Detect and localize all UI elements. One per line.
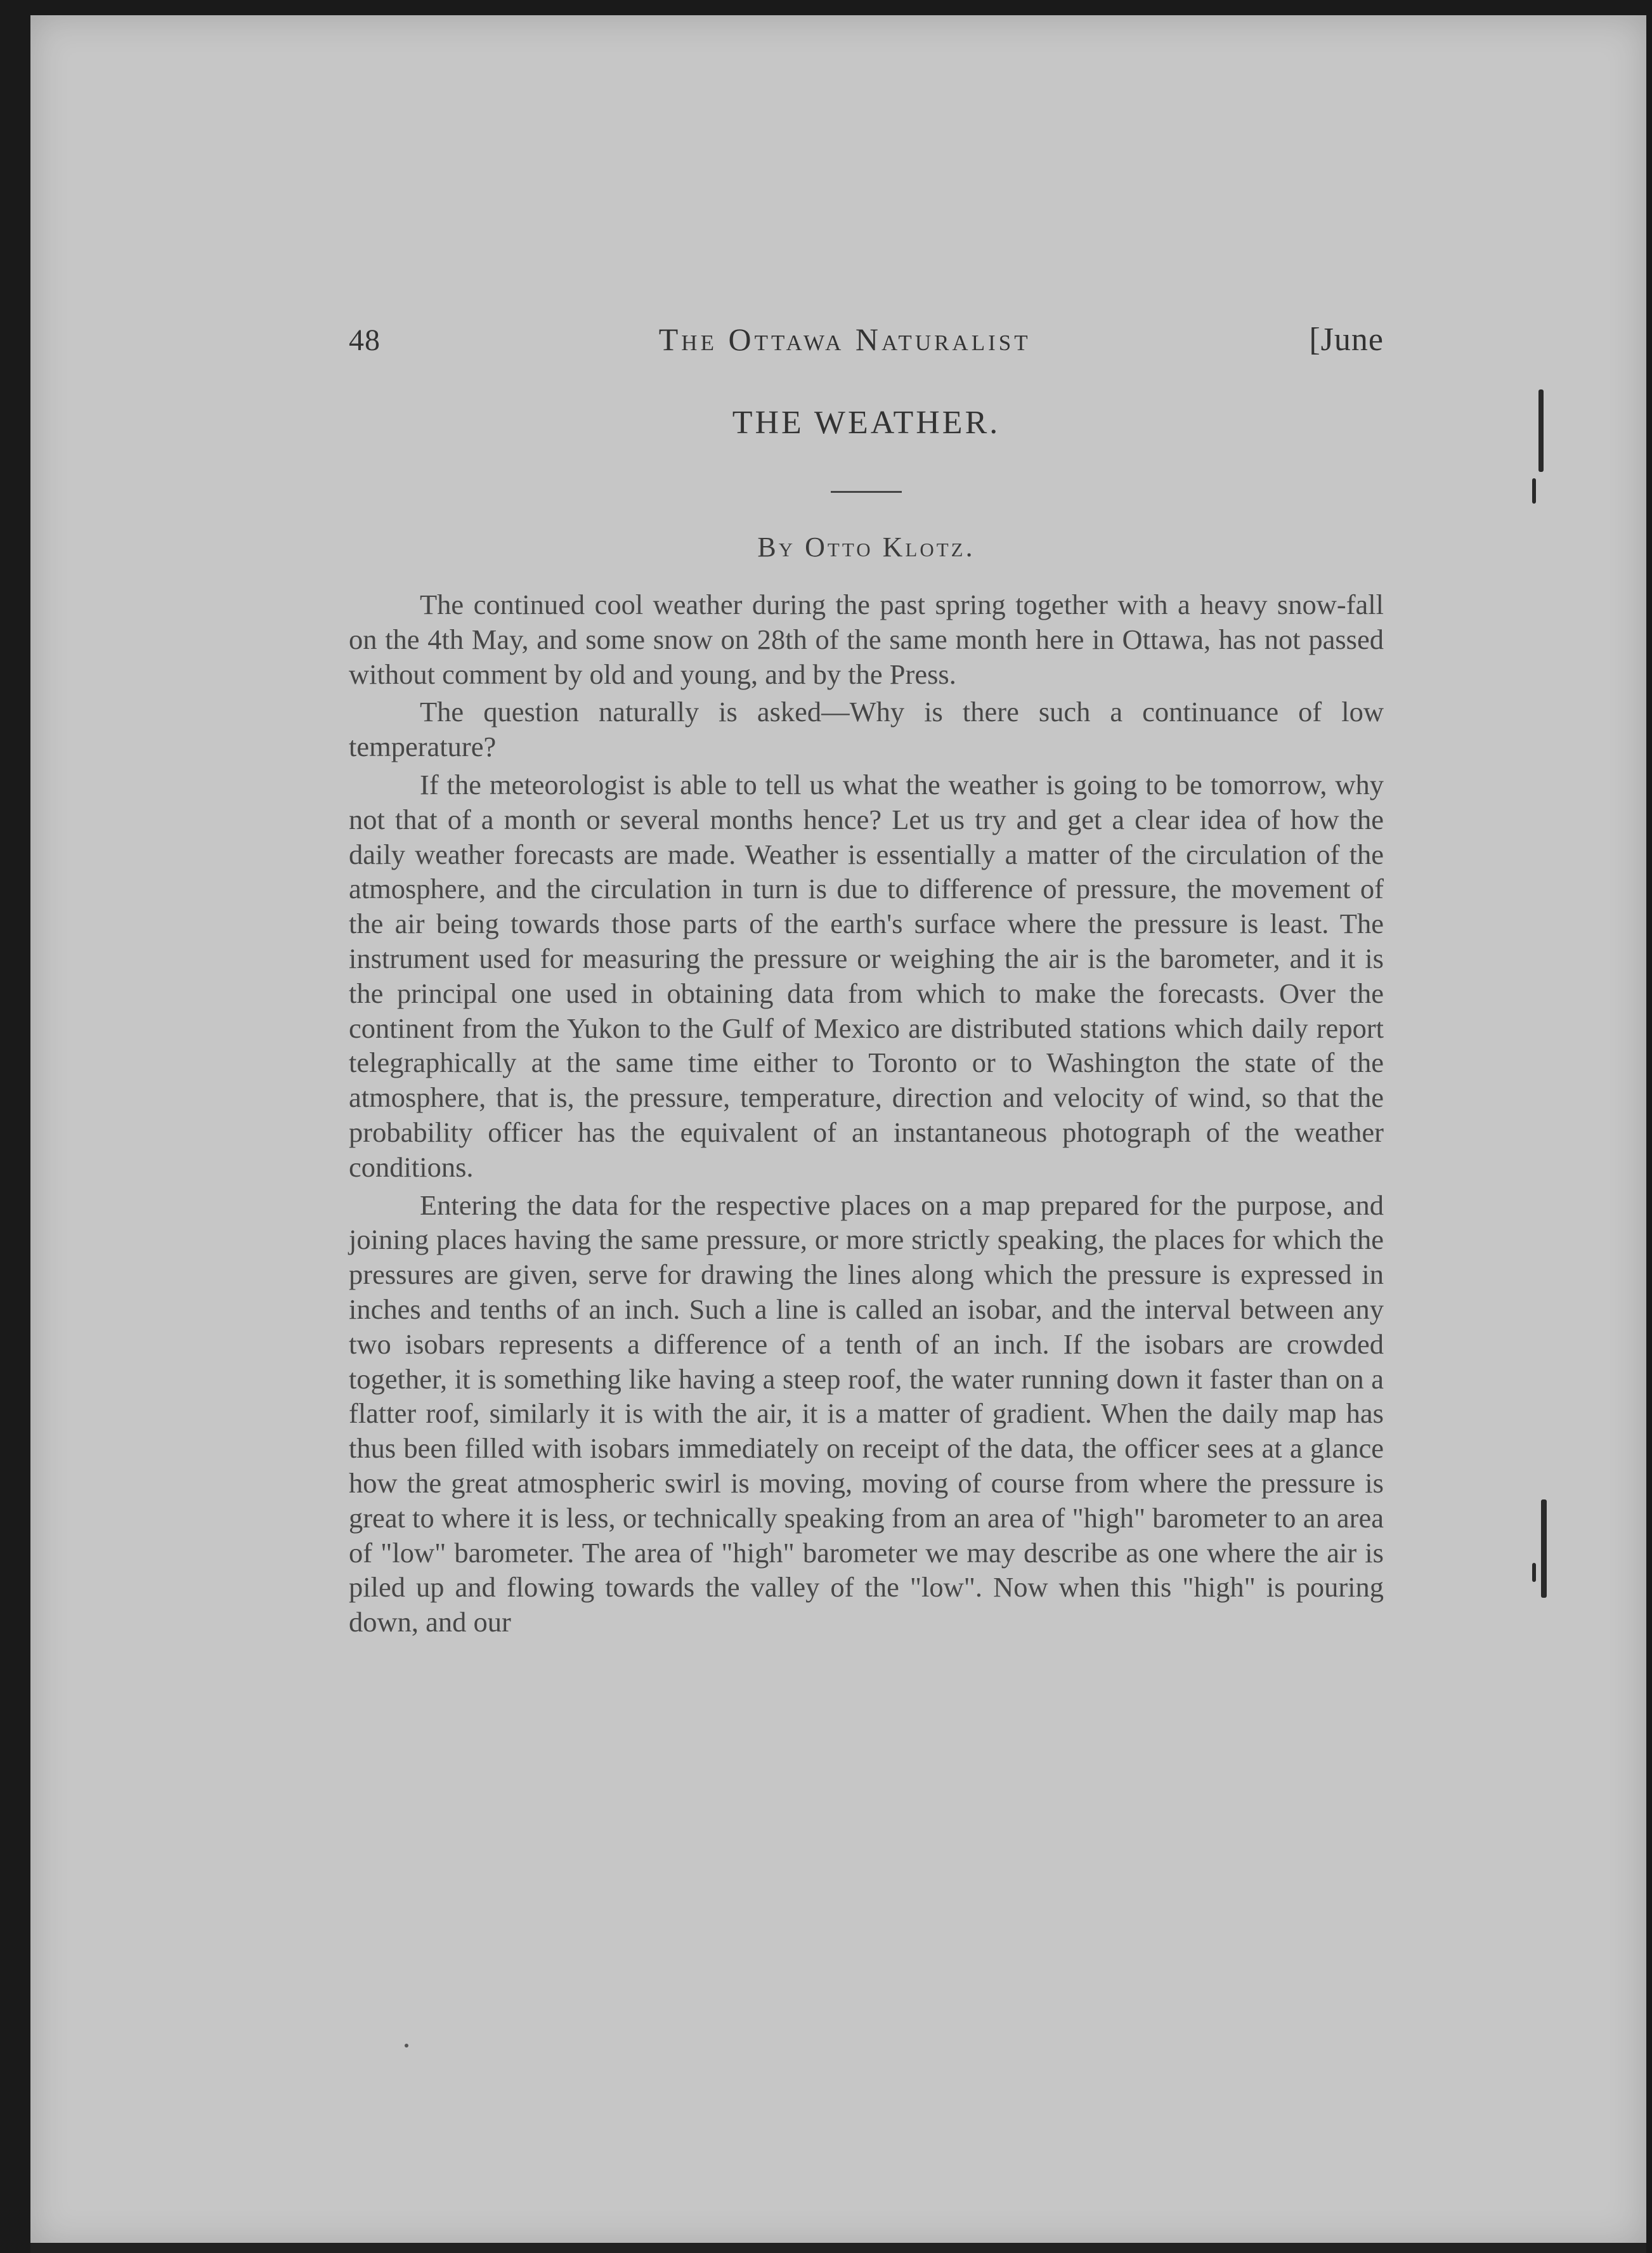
article-byline: By Otto Klotz. (757, 532, 975, 563)
paragraph: The continued cool weather during the past spring together with a heavy snow-fall on the 4th May, and some snow on 28th of the same month here in Ottawa, has not passed without comment by old and young, and by the Press. (349, 589, 1384, 690)
margin-mark (1538, 389, 1544, 472)
article-title: THE WEATHER. (732, 405, 1001, 441)
scan-edge (30, 2243, 1646, 2253)
page-speck (405, 2044, 408, 2047)
title-divider (831, 491, 902, 493)
page-number: 48 (349, 323, 380, 357)
issue-month: [June (1309, 322, 1384, 358)
paragraph: If the meteorologist is able to tell us what the weather is going to be tomorrow, why not that of a month or several months hence? Let us try and get a clear idea of how the daily weather forecasts are made. Weather is essentially a matter of the circulation of the atmosphere, and the circulation in turn is due to difference of pressure, the movement of the air being towards those parts of the earth's surface where the pressure is least. The instrument used for measuring the pressure or weighing the air is the barometer, and it is the principal one used in obtaining data from which to make the forecasts. Over the continent from the Yukon to the Gulf of Mexico are distributed stations which daily report telegraphically at the same time either to Toronto or to Washington the state of the atmosphere, that is, the pressure, temperature, direction and velocity of wind, so that the probability officer has the equivalent of an instantaneous photograph of the weather conditions. (349, 768, 1384, 1183)
margin-mark (1541, 1499, 1547, 1598)
page-content (349, 321, 1384, 1643)
article-body (349, 587, 1384, 1640)
running-head (349, 321, 1384, 358)
paragraph: The question naturally is asked—Why is there such a continuance of low temperature? (349, 696, 1384, 763)
margin-mark (1532, 1563, 1536, 1582)
margin-mark (1532, 478, 1536, 504)
journal-title: The Ottawa Naturalist (658, 322, 1031, 357)
paragraph: Entering the data for the respective places on a map prepared for the purpose, and joining places having the same pressure, or more strictly speaking, the places for which the pressures are given, serve for drawing the lines along which the pressure is expressed in inches and tenths of an inch. Such a line is called an isobar, and the interval between any two isobars represents a difference of a tenth of an inch. If the isobars are crowded together, it is something like having a steep roof, the water running down it faster than on a flatter roof, similarly it is with the air, it is a matter of gradient. When the daily map has thus been filled with isobars immediately on receipt of the data, the officer sees at a glance how the great atmospheric swirl is moving, moving of course from where the pressure is great to where it is less, or technically speaking from an area of "high" barometer to an area of "low" barometer. The area of "high" barometer we may describe as one where the air is piled up and flowing towards the valley of the "low". Now when this "high" is pouring down, and our (349, 1189, 1384, 1638)
page-sheet (30, 15, 1646, 2248)
